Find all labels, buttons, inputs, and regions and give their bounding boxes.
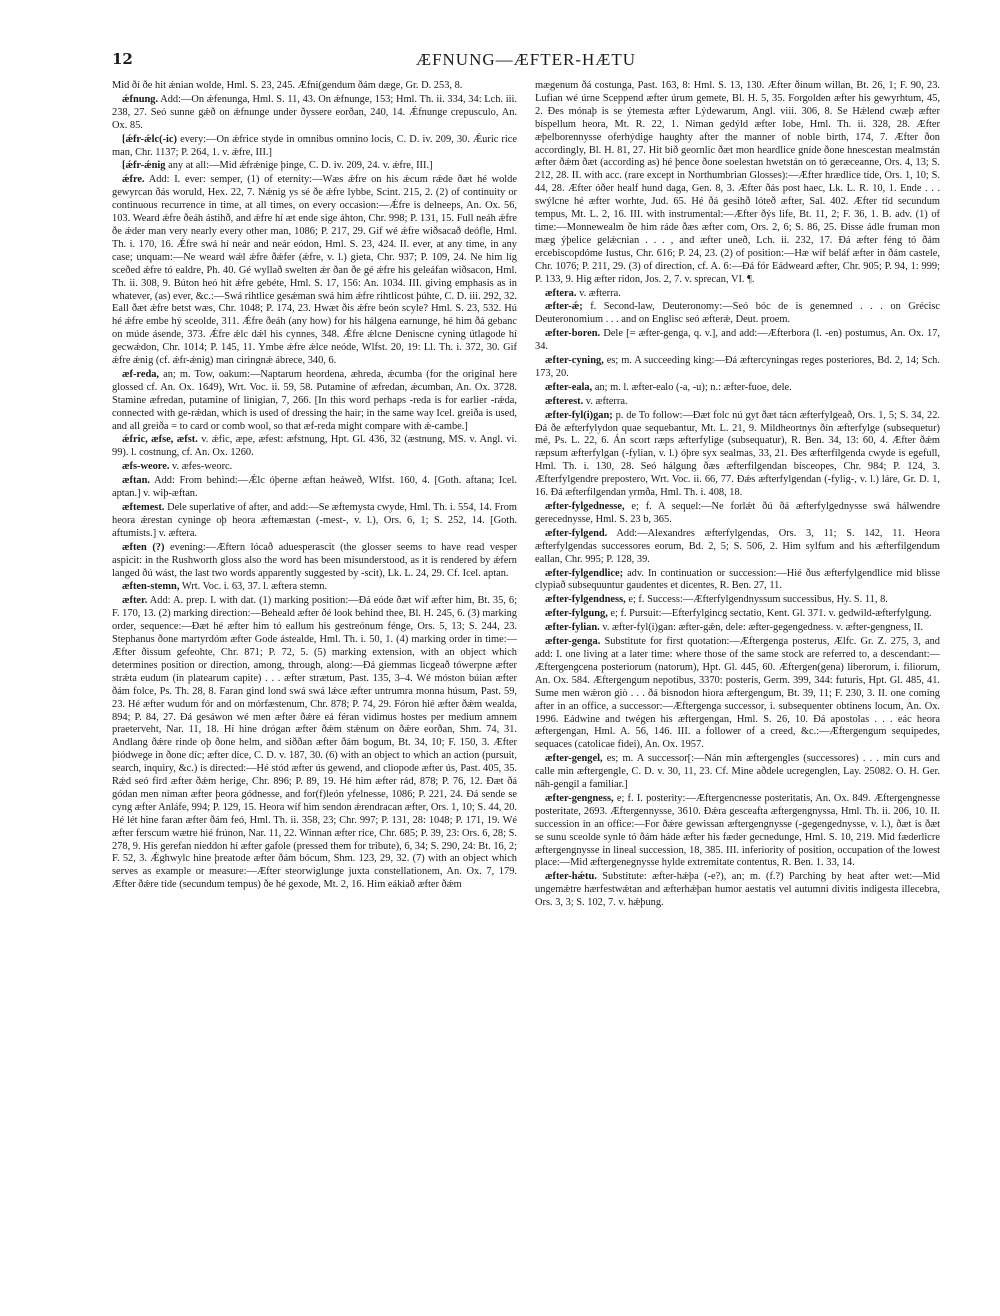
entry-headword: ǽfric, æfse, æfst. — [122, 434, 198, 446]
dictionary-entry — [535, 871, 940, 910]
dictionary-entry — [535, 328, 940, 354]
entry-text: v. æfter-fyl(i)gan: æfter-gǽn, dele: æfter-gegengedness. v. æfter-gengness, II. — [602, 622, 924, 634]
text-columns — [112, 80, 940, 1300]
dictionary-entry — [112, 542, 517, 581]
entry-headword: æftan. — [122, 475, 150, 487]
entry-text: Dele superlative of after, and add:—Se æftemysta cwyde, Hml. Th. i. 554, 14. From heora ǽrestan cyninge oþ heora æftemæstan (-mest-, v. l.), Ors. 6, 1; S. 252, 14. [Goth. aftumists.] v. æftera. — [112, 502, 517, 539]
entry-text: e; f. Success:—Æfterfylgendnyssum successibus, Hy. S. 11, 8. — [628, 594, 888, 606]
dictionary-entry — [535, 288, 940, 301]
entry-text: Add:—On ǽfenunga, Hml. S. 11, 43. On ǽfnunge, 153; Hml. Th. ii. 334, 34: Lch. iii. 238, 27. Seó sunne gǽð on ǽfnunge under ðyssere eorðan, 240, 14. Ǽfnunge crepusculo, An. Ox. 85. — [112, 93, 517, 131]
entry-headword: æfter-fylgednesse, — [545, 501, 625, 512]
dictionary-entry — [112, 502, 517, 541]
dictionary-entry — [535, 793, 940, 870]
entry-text: Add: A. prep. I. with dat. (1) marking position:—Ðá eóde ðæt wíf æfter him, Bt. 35, 6; F. 170, 13. (2) marking direction:—Beheald æfter ðé look behind thee, Bl. H. 245, 6. (3) marking order, sequence:—Ðæt hé æfter him tó eallum his gestreónum fénge, Ors. 5, 13; S. 244, 23. Stephanus ðone martyrdóm æfter Gode ástealde, Hml. Th. i. 50, 1. (4) marking order in time:—Æfter ðissum gefeohte, Chr. 871; P. 72, 5. (5) marking extension, with an object which determines position or direction, among, through, along:—Ðá giemmas licgeað tówerpne æfter strǽta eudum (in platearum capite) . . . æfter strætum, Past. 135, 3–4. Wé móston búian æfter ðám folce, Ps. Th. 28, 8. Faran gind lond swá swá lǽce æfter untrumra monna húsum, Past. 59, 23. Hé æfter wudum fór and on mórfæstenum, Chr. 878; P. 74, 29. Fóron hié æfter ðǽm wealda, 894; P. 84, 27. Ðá gesáwon wé men æfter ðǽre eá féran vidimus hostes per medium amnem praeterveht, Nar. 11, 18. Hí hine drógan æfter ðǽm stǽnum on ðǽre eorðan, Shm. 74, 31. Andlang ðǽre rinde oþ ðone helm, and siððan æfter ðám bogum, Bt. 34, 10; F. 150, 3. Æfter þiódwege in ðone díc; æfter díce, C. D. v. 187, 30. (6) with an object to which an action (pursuit, search, inquiry, &c.) is directed:—Hé stód æfter ús gewend, and cliopode æfter ús, Past. 405, 35. Rǽd seó fird æfter ðǽm herige, Chr. 896; P. 89, 19. Hé him æfter rád, 878; P. 76, 12. Ðæt ðá gódan men niman æfter þeora gódnesse, and for(f)león yfelnesse, 1086; P. 221, 24. Ðá sende se cyng æfter Anláfe, 994; P. 129, 15. Heora wíf him sendon ǽrendracan æfter, Ors. 1, 10; S. 44, 20. Hé lét hine faran æfter ðám feó, Hml. Th. ii. 358, 23; Chr. 997; P. 131, 28: 1048; P. 171, 19. Wé æfter ferscum wætre hié frúnon, Nar. 11, 22. Winnan æfter rice, Chr. 685; P. 39, 23: Ors. 6, 28; S. 278, 9. His gerefan nieddon hí æfter gafole (pressed them for tribute), 6, 34; S. 290, 24: Bt. 16, 2; F. 52, 3. Ǽghwylc hine þreatode æfter ðám bócum, Shm. 123, 29, 32. (7) with an object which serves as example or measure:—Æfter steorwiglunge juxta constellationem, An. Ox. 7, 179. Æfter ðǽre tíde (secundum tempus) ðe hé gexode, Mt. 2, 16. Him eákiað æfter ðǽm — [112, 595, 517, 891]
dictionary-entry — [112, 581, 517, 594]
dictionary-entry — [535, 568, 940, 594]
dictionary-entry — [535, 396, 940, 409]
dictionary-entry — [535, 608, 940, 621]
entry-headword: æfter-gengel, — [545, 753, 603, 765]
dictionary-entry — [112, 80, 517, 93]
dictionary-entry — [112, 475, 517, 501]
entry-text: Wrt. Voc. i. 63, 37. l. æftera stemn. — [181, 581, 328, 593]
entry-headword: æften-stemn, — [122, 581, 180, 593]
entry-text: an; m. Tow, oakum:—Naptarum heordena, æhreda, ǽcumba (for the original here glossed cf. An. Ox. 1649), Wrt. Voc. ii. 59, 58. Putamine of æfredan, ǽcumban, An. Ox. 3728. Stamine æfredan, putamine of linigian, 7, 266. [In this word perhaps -reda is for earlier -rǽda, connected with ge-rǽdan, which is used of dressing the hair; in the same way Icel. greiða is used, and all greiða = to card or comb wool, so that æf-reda might compare with ǽ-cambe.] — [112, 368, 517, 432]
entry-text: mægenum ðá costunga, Past. 163, 8: Hml. S. 13, 130. Æfter ðínum willan, Bt. 26, 1; F. 90, 23. Lufian wé úrne Sceppend æfter úrum gemete, Bl. H. 5, 35. Forgolden æfter his gewyrhtum, 45, 2. Ðes mónaþ is se ýtemesta æfter Lýdewarum, Angl. viii. 306, 8. Se Hǽlend cwæþ æfter bíspellum heora, Mt. R. 22, 1. Niman gedýld æfter Iobe, Hml. Th. ii. 328, 28. Æfter æþelborennysse oferhýdige haughty after the manner of noble birth, 174, 7. Æfter ðon accordingly, Bl. H. 81, 27. Hit bið geornlic ðæt mon heardlice gníde ðone hnescestan mealmstán æfter ðǽm ðæt (according as) hé þence ðone soelestan hwetstán on tó geræceanne, Ors. 4, 13; S. 212, 28. II. with acc. (rare except in Northumbrian Glosses):—Æfter hrædlice tíde, Ors. 1, 10; S. 44, 28. Æfter óðer healf hund daga, Gen. 8, 3. Æfter ðás post haec, Lk. L. R. 10, 1. Ende . . . swýlcne hé æfter worhte, Jud. 65. Hé ðá gesihð lóteð æfter, Sal. 402. Æfter tíd secundum tempus, Mt. L. 2, 16. III. with instrumental:—Æfter ðýs life, Bt. 11, 2; F. 36, 1. B. adv. (1) of time:—Monnewealm ðe him ráde ðæs æfter com, Ors. 2, 6; S. 86, 25. Ðisse ádle fruman mon mæg ýþelice gelǽcnian . . . , and æfter uneð, Lch. ii. 232, 17. Ðá æfter féng tó ðám ercebiscopdóme Iustus, Chr. 616; P. 24, 23. (2) of position:—Hæ wíf beláf æfter in ðám castele, Chr. 1076; P. 211, 29. (3) of direction, cf. A. 6:—Ðá fór Eádweard æfter, Chr. 905; P. 94, 1: 999; P. 133, 9. Hig æfter ridon, Jos. 2, 7. v. sprecan, VI. ¶. — [535, 80, 940, 285]
entry-headword: æfter-eala, — [545, 381, 593, 393]
entry-headword: æften (?) — [122, 541, 165, 553]
page-number: 12 — [112, 50, 133, 68]
dictionary-entry — [112, 134, 517, 160]
dictionary-entry — [535, 501, 940, 527]
entry-text: every:—On ǽfrice styde in omnibus omnino locis, C. D. iv. 209, 30. Ǽuric rice man, Chr. 1137; P. 264, 1. v. ǽfre, III.] — [112, 133, 517, 158]
dictionary-entry — [535, 528, 940, 567]
entry-text: v. æfterra. — [579, 287, 621, 299]
entry-headword: æfter-boren. — [545, 328, 601, 340]
dictionary-entry — [112, 434, 517, 460]
dictionary-entry — [535, 622, 940, 635]
entry-text: es; m. A successor[:—Nán min æftergengles (successores) . . . min curs and calle min æftergengle, C. D. v. 30, 11, 23. Cf. Mine aðdele ucregenglen, Lay. 25082. O. H. Ger. nāh-gengil a familiar.] — [535, 753, 940, 791]
entry-text: any at all:—Mid ǽfrǽnige þinge, C. D. iv. 209, 24. v. ǽfre, III.] — [168, 160, 433, 172]
entry-headword: æftemest. — [122, 502, 165, 513]
entry-headword: æfter-fylgend. — [545, 527, 608, 539]
dictionary-entry — [112, 461, 517, 474]
entry-text: Add: From behind:—Ǽlc óþerne æftan heáweð, Wlfst. 160, 4. [Goth. aftana; Icel. aptan.] v. wiþ-æftan. — [112, 475, 517, 500]
entry-text: e; f. I. posterity:—Æftergencnesse posteritatis, An. Ox. 849. Æftergengnesse posteritate, 2693. Æftergennysse, 3610. Ðǽra gesceafta æftergengnyssa, Hml. Th. ii. 206, 10. II. succession in an office:—For ðǽre gewissan æftergengnysse (-gegengednysse, v. l.), ðæt is ðæt se sunu sceolde synle tó ðám háde æfter his fæder gecnedunge, Hml. S. 10, 219. Mid fæderlicre æftergengnysse in lineal succession, 18, 385. III. inferiority of position, occupation of the lowest place:—Mid æftergenegnysse hylde extremitate contentus, R. Ben. 1. 33, 14. — [535, 792, 940, 869]
entry-text: e; f. Pursuit:—Efterfylgincg sectatio, Kent. Gl. 371. v. gedwild-æfterfylgung. — [610, 608, 932, 620]
running-head: ÆFNUNG—ÆFTER-HÆTU — [415, 50, 637, 69]
entry-headword: æfter-fylgendlice; — [545, 567, 624, 579]
dictionary-entry — [535, 301, 940, 327]
entry-headword: æfter-cyning, — [545, 355, 604, 367]
dictionary-entry — [535, 382, 940, 395]
entry-text: Mid ðí ðe hit ǽnian wolde, Hml. S. 23, 245. Ǽfni(gendum ðám dæge, Gr. D. 253, 8. — [112, 80, 463, 91]
dictionary-entry — [112, 595, 517, 892]
dictionary-entry — [535, 80, 940, 287]
dictionary-entry — [112, 174, 517, 368]
entry-text: Substitute: æfter-hǽþa (-e?), an; m. (f.?) Parching by heat after wet:—Mid ungemǽtre hærfestwǽtan and æfterhǽþan humor aestatis vel autumni divitis indigesta illecebra, Ors. 3, 3; S. 102, 7. v. hǽþung. — [535, 871, 940, 909]
entry-text: adv. In continuation or succession:—Hié ðus æfterfylgendlice mid blisse clypiað subsequuntur gaudentes et dicentes, R. Ben. 27, 11. — [535, 567, 940, 592]
entry-text: an; m. l. æfter-ealo (-a, -u); n.: æfter-fuoe, dele. — [594, 381, 792, 393]
entry-headword: æfter-fylian. — [545, 622, 600, 634]
entry-headword: ǽfre. — [122, 174, 145, 186]
entry-headword: æfter-fyl(i)gan; — [545, 409, 613, 421]
entry-headword: æfter. — [122, 595, 148, 607]
entry-text: v. æfes-weorc. — [172, 461, 233, 473]
entry-text: Add: I. ever: semper, (1) of eternity:—Wæs ǽfre on his ǽcum rǽde ðæt hé wolde gewyrcan ðás woruld, Hex. 22, 7. Nǽnig ys sé ðe ǽfre lybbe, Scint. 215, 2. (2) of continuity or continuous recurrence in time, at all times, on every occasion:—Ǽfre is delneeps, An. Ox. 56, 103. Weard ǽfre ðeáh ástihð, and ǽfre hí æt ende sige áhton, Chr. 998; P. 131, 15. Full neáh ǽfre ðe ǽder man very nearly every other man, 1086; P. 217, 29. Gif wé ǽfre wiðsacað deófle, Hml. Th. i. 170, 16. Ǽfre swá hí neár and neár eódon, Hml. S. 23, 424. II. ever, at any time, in any case; unquam:—Ne weard wǽl ǽfre ðǽfer (ǽfre, v. l.) gieta, Chr. 937; P. 109, 24. Ne him líg sceðed ǽfre tó ealdre, Ph. 40. Gé wyllað swelten ǽr ðan ðe gé ǽfre his geleáfan wiðsacon, Hml. Th. ii. 308, 9. Búton heó hit ǽfre gebéte, Hml. S. 17, 156: An. 1034. III. giving emphasis as in whatever, (as) ever, &c.:—Swá rihtlice gesǽman swá him ǽfre rihtlicost þúhte, C. D. iii. 292, 32. Eall ðæt ǽfre betst wæs, Chr. 1048; P. 174, 23. Hwæt ðis ǽfre beón scyle? Hml. S. 23, 532. Hú hé ǽfre embe hý sceolde, 311. Ǽfre ðeáh (any how) for his hálgena earnunge, hé him ðá gebanc on múde ásende, 373. Ǽfre ǽlc dǽl his cynnes, 348. Ǽfre ǽlcne Deniscne cyning útlagode hí gecwǽdon, Chr. 1014; P. 145, 11. Ymbe ǽfre ǽlce neóde, Wlfst. 20, 19: Ll. Th. i. 372, 30. Gif ǽfre ǽnig (cf. ǽfr-ǽnig) man ciringnǽ ábrece, 340, 6. — [112, 174, 517, 367]
dictionary-entry — [535, 355, 940, 381]
right-column — [535, 80, 940, 1300]
entry-headword: æfter-gengness, — [545, 792, 614, 804]
entry-text: evening:—Æftern lócað aduesperascit (the glosser seems to have read vesper aspicit: in the Rushworth gloss also the word has been misunderstood, as it is rendered by ǽfern langed ðú wást, the last two words apparently suggested by -scit), Lk. L. 24, 29. Cf. Icel. aptan. — [112, 541, 517, 579]
entry-headword: æfter-fylgung, — [545, 608, 608, 620]
entry-text: v. ǽfic, æpe, æfest: æfstnung, Hpt. Gl. 436, 32 (æstnung, MS. v. Angl. vi. 99). l. costnung, cf. An. Ox. 1260. — [112, 434, 517, 459]
dictionary-entry — [112, 94, 517, 133]
entry-headword: [ǽfr-ǽlc(-ic) — [122, 133, 177, 145]
entry-text: es; m. A succeeding king:—Ðá æftercyningas reges posteriores, Bd. 2, 14; Sch. 173, 20. — [535, 355, 940, 379]
entry-text: Add:—Alexandres æfterfylgendas, Ors. 3, 11; S. 142, 11. Heora æfterfylgendas successores eorum, Bd. 2, 5; S. 506, 2. Him sylfum and his æfterfilgendum eallan, Chr. 995; P. 128, 39. — [535, 527, 940, 565]
entry-headword: æfs-weore. — [122, 461, 170, 473]
dictionary-entry — [535, 594, 940, 607]
entry-headword: æfter-genga. — [545, 636, 601, 648]
entry-text: e; f. A sequel:—Ne forlǽt ðú ðá æfterfylgednysse swá hálwendre gerecednysse, Hml. S. 23 b, 365. — [535, 501, 940, 525]
entry-headword: æfterest. — [545, 395, 584, 407]
entry-headword: æfter-ǽ; — [545, 301, 583, 313]
dictionary-entry — [535, 753, 940, 792]
entry-headword: æf-reda, — [122, 368, 160, 380]
entry-headword: æfter-fylgendness, — [545, 594, 626, 606]
entry-headword: ǽfnung. — [122, 93, 159, 105]
left-column — [112, 80, 517, 1300]
dictionary-entry — [535, 636, 940, 752]
entry-headword: æftera. — [545, 287, 577, 299]
entry-text: p. de To follow:—Ðæt folc nú gyt ðæt tácn æfterfylgeað, Ors. 1, 5; S. 34, 22. Ðá ðe æfterfylydon quae sequebantur, Mt. L. 21, 9. Mildheortnys ðín æfterfylge (subsequetur) mé, Ps. L. 22, 6. Án scort ræps æfterfylige (subsequatur), R. Ben. 34, 13: 60, 4. Æfter ðǽm ræpsum æfterfylgan (-fylian, v. l.) óþre syx sealmas, 33, 21. Ðes æfterfilgenda cwyde is egefull, Hml. Th. i. 130, 28. Seó hálgung ðæs æfterfilgendan bisceopes, Chr. 984; P. 124, 3. Æfterfylgendre prepostero, Wrt. Voc. ii. 66, 77. Ðǽs æfterfylgendan (-fylig-, v. l.) láre, Gr. D. 1, 16. Ðá æfterfilgendan yrmða, Hml. Th. i. 408, 18. — [535, 409, 940, 499]
dictionary-entry — [112, 369, 517, 434]
dictionary-entry — [535, 410, 940, 500]
entry-headword: æfter-hǽtu. — [545, 871, 597, 883]
entry-text: Dele [= æfter-genga, q. v.], and add:—Æfterbora (l. -en) postumus, An. Ox. 17, 34. — [535, 328, 940, 353]
page-header — [112, 50, 940, 74]
entry-text: v. æfterra. — [585, 395, 628, 407]
entry-headword: [ǽfr-ǽnig — [122, 160, 166, 172]
entry-text: f. Second-law, Deuteronomy:—Seó bóc de is genemned . . . on Grécisc Deuteronomium . . . and on Englisc seó æfterǽ, Deut. proem. — [535, 301, 940, 326]
entry-text: Substitute for first quotation:—Æftergenga posterus, Ælfc. Gr. Z. 275, 3, and add: I. one living at a later time: where those of the same stock are referred to, a descendant:—Æftergengcena posteriorum (natorum), Hpt. Gl. 445, 60. Æftergen(gena) liberorum, i. filiorum, An. Ox. 584. Æftergengum nepotibus, 3370: posteris, Germ. 399, 344: futuris, Hpt. Gl. 485, 41. Sume men wǽron giò . . . ðá bisnodon hiora æftergengum, Bt. 39, 11; F. 230, 3. II. one coming after in an office, a successor:—Æftergenga successor, i. subsequenter obtinens locum, An. Ox. 1996. Eádwine and twégen his æftergengan, Hml. S. 26, 10. Ðá apostolas . . . eác heora æftergengan, Hml. A. 56, 146. III. a follower of a creed, &c.:—Æftergengum sequipedes, sequaces (catolicae fidei), An. Ox. 1957. — [535, 636, 940, 751]
dictionary-entry — [112, 160, 517, 173]
